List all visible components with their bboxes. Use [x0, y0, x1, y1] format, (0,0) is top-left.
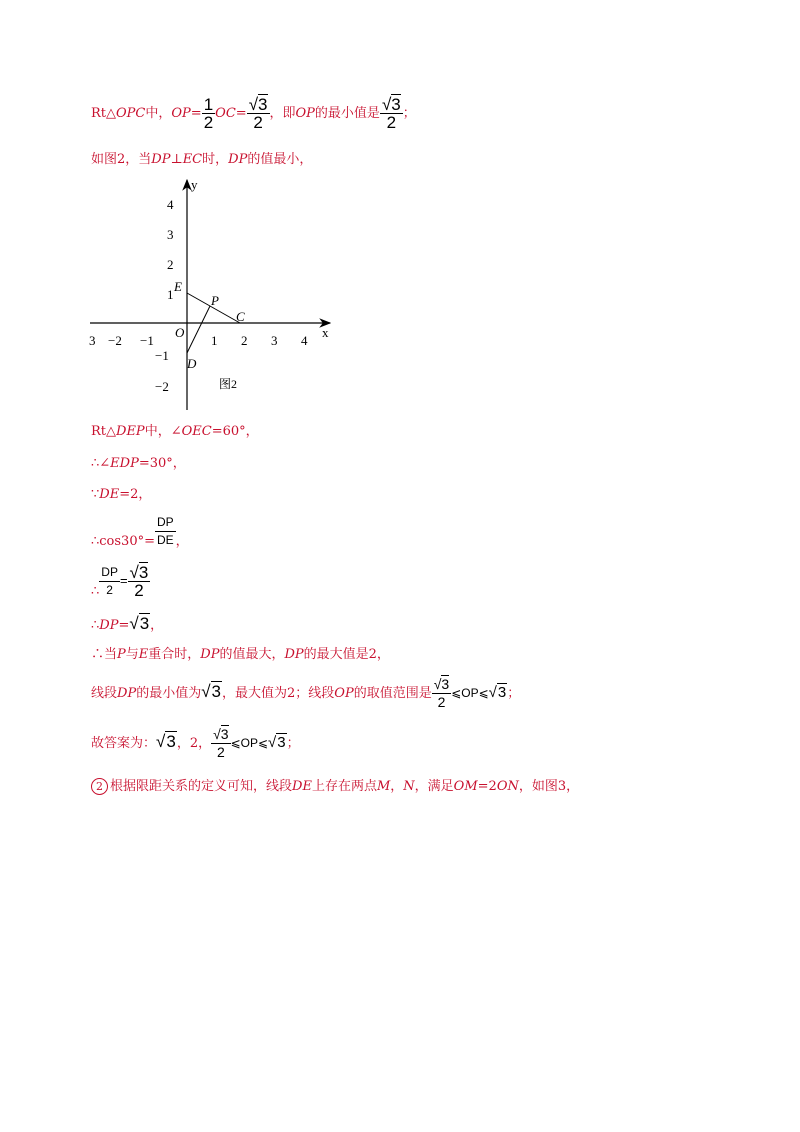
var-p: P	[117, 647, 126, 662]
text: ∴当	[91, 647, 118, 662]
text: ⊥	[170, 152, 183, 167]
text: 的取值范围是	[353, 686, 432, 701]
text: ，最大值为2；线段	[222, 686, 335, 701]
text: 重合时，	[148, 647, 201, 662]
text: ∵	[91, 487, 100, 502]
text: 的值最小，	[247, 152, 313, 167]
text: 根据限距关系的定义可知，线段	[110, 779, 293, 794]
point-o-label: O	[175, 325, 185, 340]
figure-2-coordinate-plane	[85, 175, 345, 415]
point-c-label: C	[236, 309, 245, 324]
text: ；	[286, 736, 300, 751]
line-6	[91, 514, 189, 550]
sqrt3: √3	[201, 682, 222, 701]
x-tick: 3	[89, 333, 96, 348]
text: ，满足	[414, 779, 454, 794]
var-oc: OC	[215, 106, 236, 121]
line-1	[91, 96, 416, 131]
fraction-sqrt3-over-2	[380, 96, 403, 131]
numerator: 1	[203, 95, 214, 114]
text: 上存在两点	[311, 779, 377, 794]
radicand: 3	[138, 563, 149, 582]
text: =	[190, 106, 202, 121]
var-dp: DP	[151, 152, 171, 167]
line-3	[91, 424, 259, 440]
denominator: 2	[203, 113, 214, 132]
text: Rt△	[91, 424, 117, 439]
text: 时，	[202, 152, 229, 167]
figure-caption: 图2	[219, 377, 238, 391]
relation: ⩽OP⩽	[451, 686, 489, 700]
numerator: √3	[381, 95, 401, 114]
text: 的最大值是2，	[303, 647, 390, 662]
var-oec: OEC	[181, 424, 212, 439]
x-tick: −2	[108, 333, 122, 348]
numerator: DP	[155, 514, 176, 532]
denominator: 2	[437, 694, 446, 710]
segment-dp	[187, 306, 210, 353]
var-dp: DP	[284, 647, 304, 662]
text: ，即	[269, 106, 296, 121]
radicand: 3	[211, 682, 222, 701]
var-opc: OPC	[116, 106, 146, 121]
numerator: √3	[129, 563, 149, 582]
text: ∴∠	[91, 456, 111, 471]
var-op: OP	[295, 106, 315, 121]
sqrt3: √3	[488, 684, 507, 701]
radicand: 3	[258, 95, 268, 114]
text: =2，	[119, 487, 152, 502]
x-tick: 1	[211, 333, 218, 348]
var-dp: DP	[200, 647, 220, 662]
text: =	[119, 573, 128, 588]
x-tick: 3	[271, 333, 278, 348]
numerator: √3	[248, 95, 268, 114]
line-4	[91, 456, 186, 472]
sqrt3: √3	[129, 614, 150, 633]
var-op: OP	[171, 106, 191, 121]
var-e: E	[138, 647, 149, 662]
text: =	[118, 618, 130, 633]
text: 中，	[145, 106, 172, 121]
sqrt3: √3	[268, 734, 286, 751]
text: ∴	[91, 584, 100, 599]
denominator: 2	[216, 744, 225, 760]
numerator: DP	[99, 564, 120, 582]
relation: ⩽OP⩽	[230, 736, 269, 750]
text: ；	[507, 686, 521, 701]
numerator: √3	[213, 726, 229, 742]
line-7	[91, 564, 150, 600]
line-5	[91, 487, 151, 503]
text: 的最小值为	[136, 686, 202, 701]
text: =30°，	[138, 456, 186, 471]
var-on: ON	[496, 779, 519, 794]
text: 的最小值是	[314, 106, 380, 121]
denominator: 2	[106, 583, 113, 597]
text: ∴	[91, 618, 100, 633]
var-de: DE	[99, 487, 120, 502]
text: =60°，	[211, 424, 259, 439]
denominator: 2	[386, 113, 397, 132]
fraction-sqrt3-over-2	[247, 96, 270, 131]
radicand: 3	[497, 684, 507, 701]
x-axis-label: x	[322, 325, 329, 340]
var-op: OP	[334, 686, 354, 701]
fraction-half	[202, 96, 215, 131]
y-axis-label: y	[191, 177, 198, 192]
fraction-sqrt3-over-2	[128, 564, 151, 599]
denominator: DE	[156, 533, 174, 547]
text: 线段	[91, 686, 118, 701]
radicand: 3	[166, 732, 176, 751]
radicand: 3	[441, 676, 450, 692]
y-tick: 4	[167, 197, 174, 212]
y-tick: 1	[167, 287, 174, 302]
text: 与	[125, 647, 139, 662]
numerator: √3	[433, 676, 450, 692]
var-ec: EC	[182, 152, 203, 167]
line-9	[91, 647, 390, 663]
circled-number: 2	[91, 778, 108, 795]
var-om: OM	[453, 779, 478, 794]
text: ，如图3，	[518, 779, 580, 794]
radicand: 3	[391, 95, 401, 114]
text: 如图2，当	[91, 152, 152, 167]
fraction-dp-over-de	[155, 514, 176, 549]
y-tick: 2	[167, 257, 174, 272]
text: ∴cos30°=	[91, 534, 155, 549]
point-e-label: E	[174, 279, 182, 294]
fraction-dp-over-2	[99, 564, 120, 599]
line-8	[91, 616, 163, 634]
y-tick: 3	[167, 227, 174, 242]
line-10	[91, 676, 520, 711]
text: ，2，	[176, 736, 212, 751]
text: Rt△	[91, 106, 117, 121]
line-12	[91, 778, 579, 795]
line-11	[91, 726, 300, 761]
var-n: N	[403, 779, 415, 794]
fraction-sqrt3-over-2	[432, 676, 451, 711]
var-m: M	[376, 779, 391, 794]
text: =2	[477, 779, 497, 794]
text: ，	[150, 618, 164, 633]
line-2	[91, 152, 312, 168]
denominator: 2	[253, 113, 263, 132]
y-tick: −1	[155, 348, 169, 363]
denominator: 2	[134, 581, 144, 600]
text: 中，∠	[144, 424, 182, 439]
x-tick: −1	[140, 333, 154, 348]
text: 的值最大，	[219, 647, 285, 662]
var-dep: DEP	[116, 424, 145, 439]
radicand: 3	[139, 614, 150, 633]
radicand: 3	[277, 734, 286, 751]
text: ，	[390, 779, 404, 794]
text: =	[235, 106, 247, 121]
text: ；	[402, 106, 416, 121]
var-edp: EDP	[110, 456, 139, 471]
x-tick: 2	[241, 333, 248, 348]
var-dp: DP	[228, 152, 248, 167]
y-tick: −2	[155, 379, 169, 394]
text: 故答案为：	[91, 736, 157, 751]
var-dp: DP	[99, 618, 119, 633]
text: ，	[175, 534, 189, 549]
point-p-label: P	[211, 293, 219, 308]
point-d-label: D	[187, 356, 197, 371]
var-de: DE	[292, 779, 312, 794]
x-tick: 4	[301, 333, 308, 348]
fraction-sqrt3-over-2	[211, 726, 230, 761]
sqrt3: √3	[156, 732, 176, 751]
var-dp: DP	[117, 686, 137, 701]
radicand: 3	[220, 726, 229, 742]
